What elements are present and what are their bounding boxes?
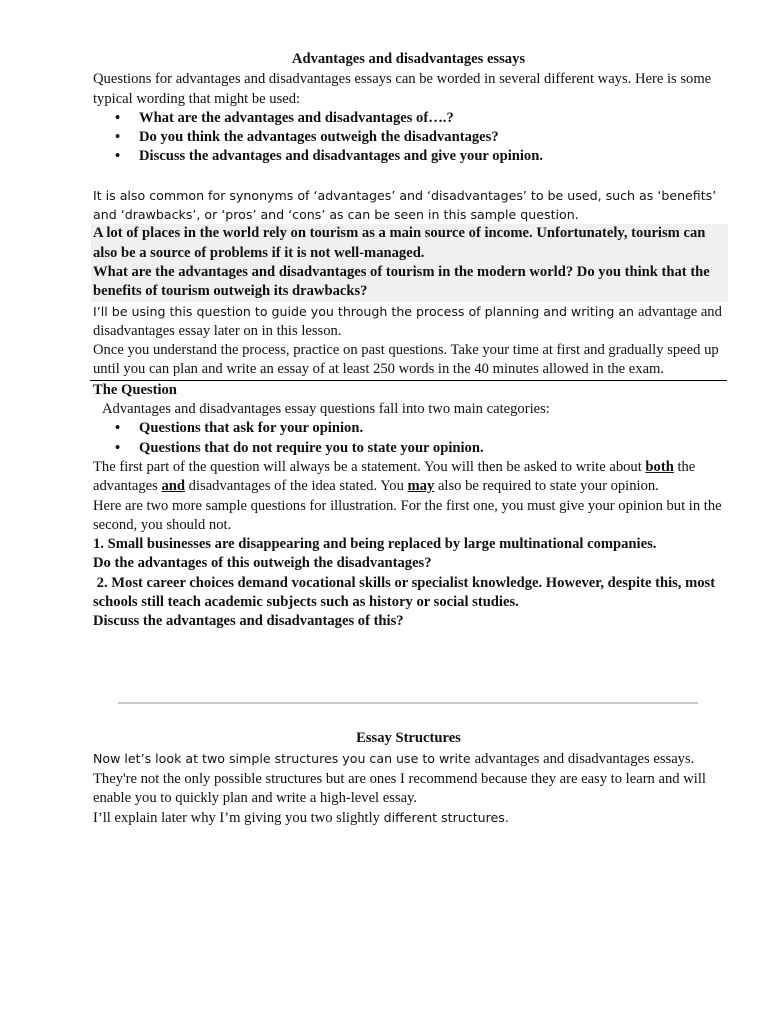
using-question-text-a: I’ll be using this question to guide you through the process of planning and writing an [93,303,639,319]
practice-paragraph: Once you understand the process, practice on past questions. Take your time at first and gradually speed up until you can plan and write an essay of at least 250 words in the 40 minutes allowed in the exam. [93,342,719,378]
synonyms-paragraph: It is also common for synonyms of ‘advantages’ and ‘disadvantages’ to be used, such as ‘benefits’ and ‘drawbacks’, or ‘pros’ and ‘cons’ as can be seen in this sample question. [93,187,717,223]
structures-intro [93,749,724,769]
using-question-paragraph [93,302,724,342]
sample-question-statement: A lot of places in the world rely on tourism as a main source of income. Unfortunately, tourism can also be a source of problems if it is not well-managed. [93,225,706,261]
structures-text-a: Now let’s look at two simple structures you can use to write [93,751,475,767]
statement-text: The first part of the question will always be a statement. You will then be asked to write about [93,458,646,475]
emphasis-and: and [161,478,186,495]
structures-last-text-a: I’ll explain later why I’m giving you two slightly [93,810,384,827]
statement-text: also be required to state your opinion. [434,478,659,495]
emphasis-both: both [645,458,674,475]
sample-2-prompt: Discuss the advantages and disadvantages of this? [93,613,404,630]
list-item: • Questions that ask for your opinion. [139,419,724,438]
the-question-intro: Advantages and disadvantages essay questions fall into two main categories: [102,401,550,418]
structures-paragraph: They're not the only possible structures but are ones I recommend because they are easy to learn and will enable you to quickly plan and write a high-level essay. [93,770,706,806]
emphasis-may: may [407,478,435,495]
using-question-text-b: advantage and disadvantages essay later on in this lesson. [93,303,722,339]
sample-question-box [91,224,728,301]
sample-1-statement: 1. Small businesses are disappearing and being replaced by large multinational companies. [93,536,657,553]
intro-paragraph: Questions for advantages and disadvantages essays can be worded in several different ways. Here is some typical wording that might be used: [93,71,712,107]
essay-structures-section [93,729,724,828]
statement-paragraph [93,458,724,497]
essay-structures-heading: Essay Structures [356,730,461,746]
sample-2-statement: 2. Most career choices demand vocational skills or specialist knowledge. However, despite this, most schools still teach academic subjects such as history or social studies. [93,574,719,611]
statement-text: the advantages [93,458,696,495]
category-list [93,419,724,458]
list-item: • Discuss the advantages and disadvantages and give your opinion. [139,147,724,166]
sample-1-prompt: Do the advantages of this outweigh the disadvantages? [93,555,432,572]
spacer [93,167,724,186]
list-item: • Do you think the advantages outweigh the disadvantages? [139,128,724,147]
horizontal-divider [118,702,698,704]
structures-last-line [93,808,724,828]
two-more-paragraph: Here are two more sample questions for illustration. For the first one, you must give your opinion but in the second, you should not. [93,497,722,533]
sample-question-prompt: What are the advantages and disadvantages of tourism in the modern world? Do you think that the benefits of tourism outweigh its drawbacks? [93,263,710,300]
list-item: • Questions that do not require you to state your opinion. [139,439,724,458]
page-title: Advantages and disadvantages essays [291,51,526,67]
statement-text: disadvantages of the idea stated. You [185,478,408,495]
structures-last-text-b: different structures. [383,810,509,826]
list-item: • What are the advantages and disadvantages of….? [139,109,724,128]
document-page [93,50,724,632]
the-question-heading: The Question [93,381,177,398]
wording-list [93,109,724,167]
structures-text-b: advantages and disadvantages essays. [474,751,695,768]
